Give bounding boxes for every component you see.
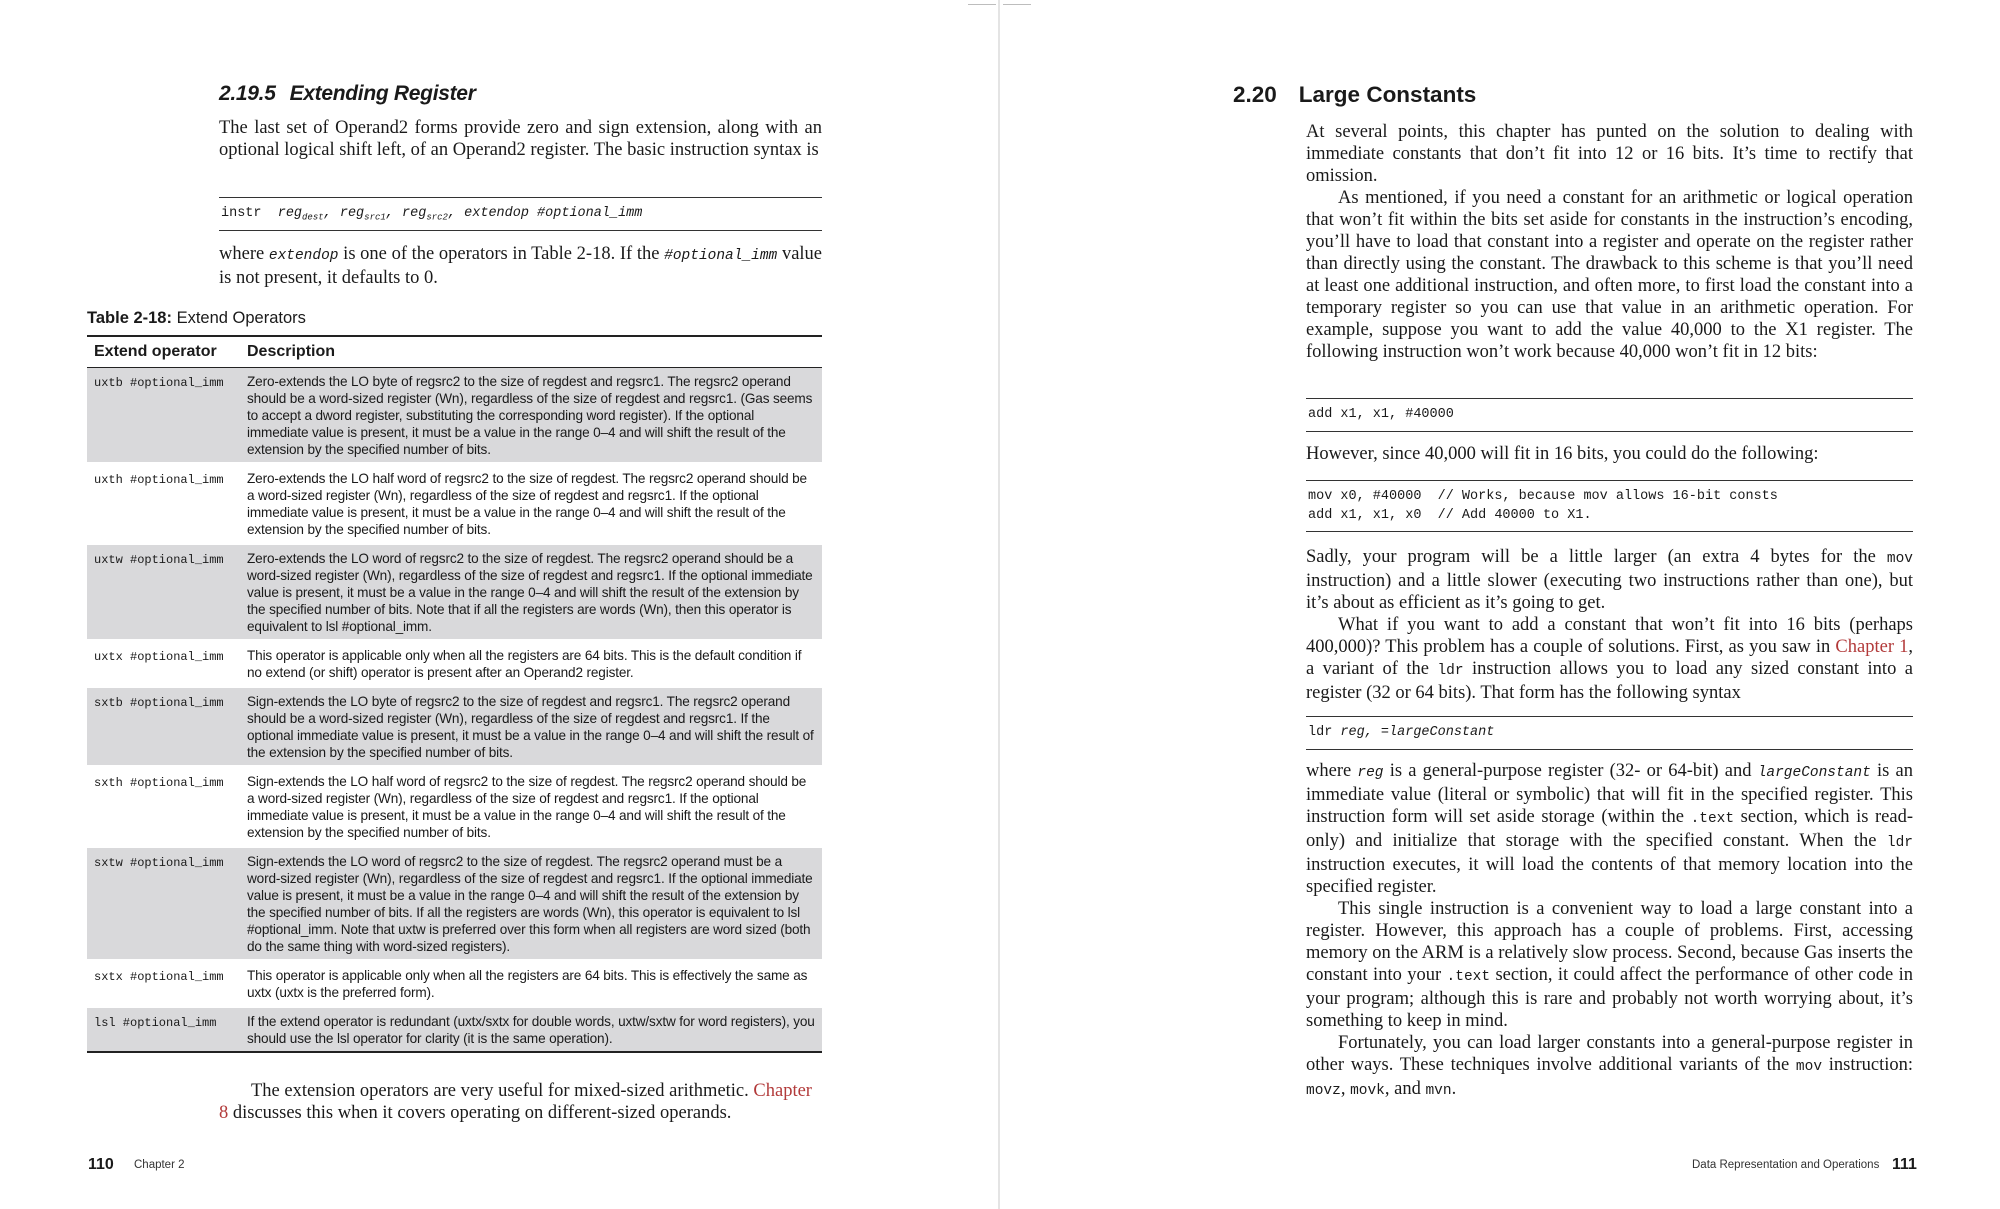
table-row — [87, 641, 822, 687]
paragraph-16bit: However, since 40,000 will fit in 16 bits, you could do the following: — [1306, 444, 1819, 464]
intro-paragraph: The last set of Operand2 forms provide zero and sign extension, along with an optional logical shift left, of an Operand2 register. The basic instruction syntax is — [219, 118, 822, 160]
description-cell: Zero-extends the LO half word of regsrc2 to the size of regdest. The regsrc2 operand should be a word-sized register (Wn), regardless of the size of regdest and regsrc1. If the optional immediate value is present, it must be a value in the range 0–4 and will shift the result of the extension by the specified number of bits. — [240, 464, 822, 544]
left-page — [0, 0, 999, 1209]
where-paragraph: where extendop is one of the operators in Table 2-18. If the #optional_imm value is not present, it defaults to 0. — [219, 244, 823, 288]
right-body-middle — [1306, 546, 1913, 704]
extend-operators-table — [87, 335, 822, 1053]
running-footer-title: Data Representation and Operations — [1692, 1159, 1880, 1171]
section-title: Extending Register — [289, 82, 476, 105]
description-cell: If the extend operator is redundant (uxtx/sxtx for double words, uxtw/sxtw for word registers), you should use the lsl operator for clarity (it is the same operation). — [240, 1007, 822, 1053]
page-number-left: 110 — [88, 1156, 114, 1173]
code-line: ldr reg, =largeConstant — [1308, 725, 1495, 740]
section-heading-2-19-5 — [219, 82, 476, 106]
operator-cell: uxtx #optional_imm — [87, 641, 240, 687]
table-row — [87, 767, 822, 847]
operator-cell: sxth #optional_imm — [87, 767, 240, 847]
syntax-instr: instr — [221, 206, 262, 221]
table-row — [87, 368, 822, 464]
code-block-ldr — [1306, 716, 1913, 750]
operator-cell: uxtb #optional_imm — [87, 368, 240, 464]
table-row — [87, 961, 822, 1007]
table-row — [87, 1007, 822, 1053]
description-cell: Zero-extends the LO byte of regsrc2 to the size of regdest and regsrc1. The regsrc2 operand should be a word-sized register (Wn), regardless of the size of regdest and regsrc1. (Gas seems to accept a dword register, substituting the corresponding word register). If the optional immediate value is present, it must be a value in the range 0–4 and will shift the result of the extension by the specified number of bits. — [240, 368, 822, 464]
table-row — [87, 687, 822, 767]
code-line: add x1, x1, x0 // Add 40000 to X1. — [1308, 508, 1592, 523]
section-title: Large Constants — [1298, 82, 1477, 107]
operator-cell: uxth #optional_imm — [87, 464, 240, 544]
chapter-8-link[interactable]: Chapter 8 — [219, 1081, 812, 1123]
page-number-right: 111 — [1892, 1156, 1917, 1173]
code-line: mov x0, #40000 // Works, because mov allows 16-bit consts — [1308, 489, 1778, 504]
paragraph: As mentioned, if you need a constant for an arithmetic or logical operation that won’t fit within the bits set aside for constants in the instruction’s encoding, you’ll have to load that constant into a register and operate on the register rather than directly using the constant. The drawback to this scheme is that you’ll need at least one additional instruction, and often more, to first load the constant into a temporary register so you can use that value in an arithmetic operation. For example, suppose you want to add the value 40,000 to the X1 register. The following instruction won’t work because 40,000 won’t fit in 12 bits: — [1306, 188, 1913, 362]
table-header-row — [87, 336, 822, 368]
description-cell: Zero-extends the LO word of regsrc2 to the size of regdest. The regsrc2 operand should be a word-sized register (Wn), regardless of the size of regdest and regsrc1. If the optional immediate value is present, it must be a value in the range 0–4 and will shift the result of the extension by the specified number of bits. Note that if all the registers are words (Wn), then this operator is equivalent to lsl #optional_imm. — [240, 544, 822, 641]
chapter-1-link[interactable]: Chapter 1 — [1835, 637, 1909, 657]
operator-cell: sxtx #optional_imm — [87, 961, 240, 1007]
code-line: add x1, x1, #40000 — [1308, 407, 1454, 422]
description-cell: This operator is applicable only when all the registers are 64 bits. This is the default condition if no extend (or shift) operator is present after an Operand2 register. — [240, 641, 822, 687]
column-header-operator: Extend operator — [87, 336, 240, 368]
description-cell: Sign-extends the LO half word of regsrc2 to the size of regdest. The regsrc2 operand should be a word-sized register (Wn), regardless of the size of regdest and regsrc1. If the optional immediate value is present, it must be a value in the range 0–4 and will shift the result of the extension by the specified number of bits. — [240, 767, 822, 847]
operator-cell: sxtw #optional_imm — [87, 847, 240, 961]
operator-cell: lsl #optional_imm — [87, 1007, 240, 1053]
paragraph: Sadly, your program will be a little larger (an extra 4 bytes for the mov instruction) and a little slower (executing two instructions rather than one), but it’s about as efficient as it’s going to get. — [1306, 547, 1913, 613]
section-heading-2-20 — [1233, 82, 1476, 108]
paragraph: What if you want to add a constant that won’t fit into 16 bits (perhaps 400,000)? This problem has a couple of solutions. First, as you saw in Chapter 1, a variant of the ldr instruction allows you to load any sized constant into a register (32 or 64 bits). That form has the following syntax — [1306, 615, 1913, 703]
paragraph: where reg is a general-purpose register (32- or 64-bit) and largeConstant is an immediate value (literal or symbolic) that will fit in the specified register. This instruction form will set aside storage (within the .text section, which is read-only) and initialize that storage with the specified constant. When the ldr instruction executes, it will load the contents of that memory location into the specified register. — [1306, 761, 1913, 897]
paragraph: At several points, this chapter has punted on the solution to dealing with immediate constants that don’t fit into 12 or 16 bits. It’s time to rectify that omission. — [1306, 122, 1913, 186]
table-row — [87, 544, 822, 641]
table-row — [87, 847, 822, 961]
description-cell: Sign-extends the LO word of regsrc2 to the size of regdest. The regsrc2 operand must be a word-sized register (Wn), regardless of the size of regdest and regsrc1. If the optional immediate value is present, it must be a value in the range 0–4 and will shift the result of the extension by the specified number of bits. If all the registers are words (Wn), this operator is equivalent to lsl #optional_imm. Note that uxtw is preferred over this form when all registers are word sized (both do the same thing with word-sized registers). — [240, 847, 822, 961]
crop-mark-right — [1003, 4, 1031, 5]
code-block-mov-add — [1306, 480, 1913, 532]
paragraph: Fortunately, you can load larger constants into a general-purpose register in other ways. These techniques involve additional variants of the mov instruction: movz, movk, and mvn. — [1306, 1033, 1913, 1099]
description-cell: This operator is applicable only when all the registers are 64 bits. This is effectively the same as uxtx (uxtx is the preferred form). — [240, 961, 822, 1007]
operator-cell: sxtb #optional_imm — [87, 687, 240, 767]
table-caption: Table 2-18: Extend Operators — [87, 309, 306, 327]
right-body-top — [1306, 121, 1913, 363]
running-footer-chapter: Chapter 2 — [134, 1159, 185, 1171]
paragraph: This single instruction is a convenient way to load a large constant into a register. However, this approach has a couple of problems. First, accessing memory on the ARM is a relatively slow process. Second, because Gas inserts the constant into your .text section, it could affect the performance of other code in your program; although this is rare and probably not worth worrying about, it’s something to keep in mind. — [1306, 899, 1913, 1031]
operator-cell: uxtw #optional_imm — [87, 544, 240, 641]
description-cell: Sign-extends the LO byte of regsrc2 to the size of regdest and regsrc1. The regsrc2 operand should be a word-sized register (Wn), regardless of the size of regdest and regsrc1. If the optional immediate value is present, it must be a value in the range 0–4 and will shift the result of the extension by the specified number of bits. — [240, 687, 822, 767]
section-number: 2.20 — [1233, 82, 1277, 107]
code-block-add — [1306, 398, 1913, 432]
table-row — [87, 464, 822, 544]
closing-paragraph: The extension operators are very useful for mixed-sized arithmetic. Chapter 8 discusses this when it covers operating on different-sized operands. — [219, 1081, 812, 1123]
column-header-description: Description — [240, 336, 822, 368]
right-body-bottom — [1306, 760, 1913, 1102]
syntax-code-block: instr reg$_{dest}$, reg$_{src1}$, reg$_{src2}$, extendop #optional_imm — [219, 197, 822, 231]
section-number: 2.19.5 — [219, 82, 276, 105]
